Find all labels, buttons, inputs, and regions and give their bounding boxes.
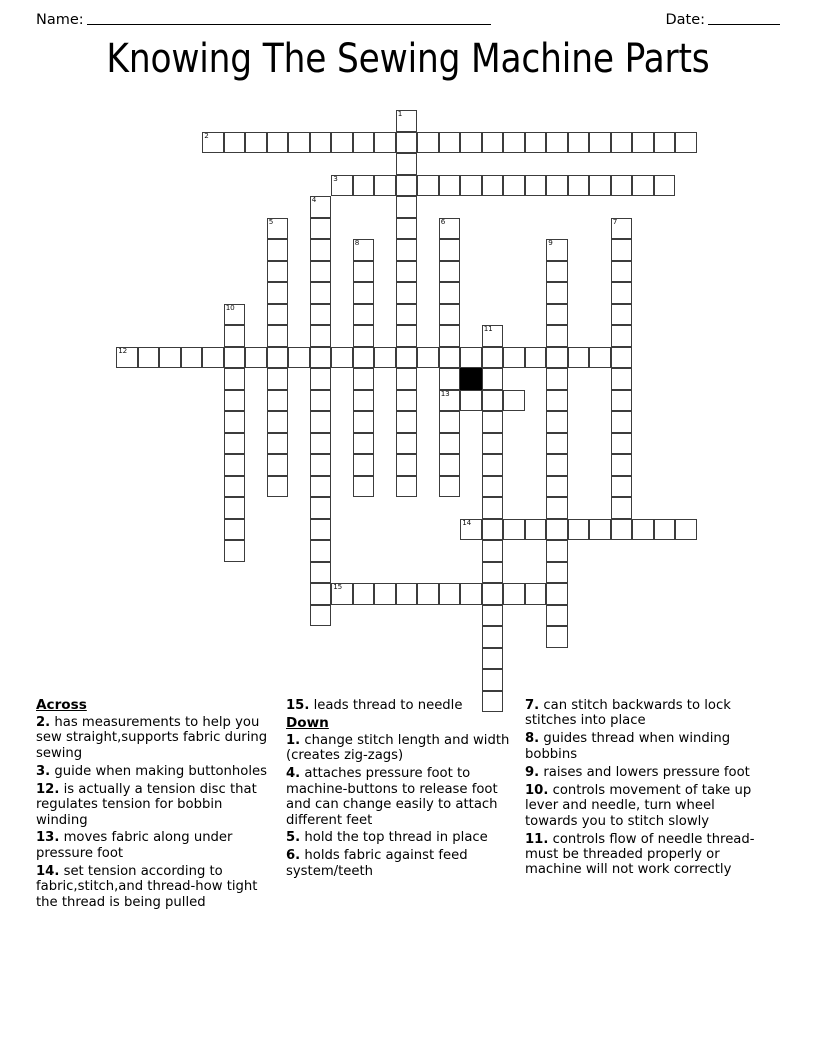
grid-cell-number: 4: [311, 195, 317, 205]
grid-cell[interactable]: [267, 261, 289, 283]
grid-cell-blocked: [460, 368, 482, 390]
grid-cell[interactable]: [546, 175, 568, 197]
grid-cell[interactable]: [310, 433, 332, 455]
grid-cell[interactable]: [546, 497, 568, 519]
grid-cell[interactable]: [611, 347, 633, 369]
grid-cell[interactable]: [310, 454, 332, 476]
grid-cell[interactable]: [611, 261, 633, 283]
grid-cell[interactable]: [224, 132, 246, 154]
grid-cell[interactable]: [654, 519, 676, 541]
grid-cell[interactable]: [482, 540, 504, 562]
grid-cell-number: 8: [354, 238, 360, 248]
grid-cell[interactable]: [611, 497, 633, 519]
grid-cell[interactable]: [546, 605, 568, 627]
clue-number: 10.: [525, 782, 549, 798]
grid-cell[interactable]: [331, 583, 353, 605]
grid-cell[interactable]: [245, 132, 267, 154]
grid-cell[interactable]: [396, 282, 418, 304]
grid-cell[interactable]: [267, 304, 289, 326]
grid-cell[interactable]: [482, 497, 504, 519]
grid-cell-number: 14: [462, 517, 471, 527]
grid-cell[interactable]: [589, 175, 611, 197]
grid-cell[interactable]: [482, 390, 504, 412]
clue-number: 12.: [36, 781, 60, 797]
grid-cell[interactable]: [482, 562, 504, 584]
across-heading: Across: [36, 697, 87, 713]
grid-cell[interactable]: [525, 583, 547, 605]
clue-across-14: [36, 864, 272, 910]
grid-cell-number: 9: [548, 238, 553, 248]
grid-cell[interactable]: [460, 583, 482, 605]
grid-cell[interactable]: [267, 454, 289, 476]
grid-cell[interactable]: [353, 325, 375, 347]
grid-cell[interactable]: [353, 132, 375, 154]
clue-number: 1.: [286, 732, 301, 748]
grid-cell[interactable]: [267, 476, 289, 498]
grid-cell[interactable]: [396, 411, 418, 433]
grid-cell[interactable]: [675, 132, 697, 154]
grid-cell[interactable]: [611, 325, 633, 347]
grid-cell[interactable]: [460, 519, 482, 541]
grid-cell[interactable]: [353, 282, 375, 304]
grid-cell[interactable]: [396, 390, 418, 412]
grid-cell[interactable]: [439, 325, 461, 347]
clue-text: leads thread to needle: [313, 698, 463, 713]
grid-cell[interactable]: [353, 304, 375, 326]
clue-text: attaches pressure foot to machine-buttons to release foot and can change easily to attach different feet: [286, 766, 498, 828]
clue-text: hold the top thread in place: [304, 830, 488, 846]
clue-text: is actually a tension disc that regulates tension for bobbin winding: [36, 781, 257, 828]
date-label: Date:: [665, 12, 705, 28]
grid-cell[interactable]: [374, 583, 396, 605]
grid-cell[interactable]: [396, 175, 418, 197]
grid-cell[interactable]: [396, 325, 418, 347]
clue-number: 15.: [286, 698, 310, 713]
grid-cell[interactable]: [310, 368, 332, 390]
grid-cell[interactable]: [310, 261, 332, 283]
grid-cell[interactable]: [439, 390, 461, 412]
grid-cell[interactable]: [310, 476, 332, 498]
grid-cell[interactable]: [503, 583, 525, 605]
grid-cell[interactable]: [439, 454, 461, 476]
grid-cell-number: 12: [118, 345, 127, 355]
grid-cell[interactable]: [224, 433, 246, 455]
grid-cell[interactable]: [353, 390, 375, 412]
grid-cell[interactable]: [482, 368, 504, 390]
clues-column-left: [36, 698, 272, 913]
grid-cell[interactable]: [331, 132, 353, 154]
grid-cell[interactable]: [460, 132, 482, 154]
grid-cell[interactable]: [611, 519, 633, 541]
grid-cell[interactable]: [503, 175, 525, 197]
grid-cell[interactable]: [310, 411, 332, 433]
grid-cell[interactable]: [611, 368, 633, 390]
grid-cell[interactable]: [353, 476, 375, 498]
grid-cell[interactable]: [482, 325, 504, 347]
grid-cell[interactable]: [546, 433, 568, 455]
grid-cell[interactable]: [525, 519, 547, 541]
clue-text: holds fabric against feed system/teeth: [286, 848, 468, 879]
grid-cell[interactable]: [611, 282, 633, 304]
grid-cell[interactable]: [417, 132, 439, 154]
grid-cell[interactable]: [353, 411, 375, 433]
grid-cell[interactable]: [396, 368, 418, 390]
grid-cell[interactable]: [396, 196, 418, 218]
clue-text: guides thread when winding bobbins: [525, 731, 731, 762]
grid-cell[interactable]: [439, 368, 461, 390]
grid-cell[interactable]: [546, 562, 568, 584]
grid-cell[interactable]: [310, 519, 332, 541]
grid-cell[interactable]: [202, 132, 224, 154]
grid-cell[interactable]: [267, 282, 289, 304]
clue-down-8: [525, 731, 763, 762]
grid-cell[interactable]: [482, 626, 504, 648]
grid-cell-number: 11: [483, 324, 493, 334]
grid-cell[interactable]: [482, 454, 504, 476]
grid-cell[interactable]: [439, 218, 461, 240]
grid-cell[interactable]: [482, 175, 504, 197]
grid-cell[interactable]: [224, 476, 246, 498]
grid-cell[interactable]: [288, 132, 310, 154]
grid-cell[interactable]: [654, 175, 676, 197]
clue-across-2: [36, 715, 272, 761]
grid-cell-number: 15: [333, 582, 342, 592]
grid-cell[interactable]: [439, 132, 461, 154]
grid-cell[interactable]: [331, 347, 353, 369]
grid-cell[interactable]: [568, 347, 590, 369]
grid-cell[interactable]: [439, 347, 461, 369]
grid-cell[interactable]: [267, 132, 289, 154]
grid-cell[interactable]: [546, 476, 568, 498]
clue-down-10: [525, 783, 763, 829]
grid-cell[interactable]: [353, 583, 375, 605]
grid-cell[interactable]: [546, 583, 568, 605]
grid-cell-number: 5: [268, 216, 274, 226]
grid-cell[interactable]: [611, 175, 633, 197]
grid-cell[interactable]: [439, 175, 461, 197]
grid-cell[interactable]: [546, 132, 568, 154]
grid-cell[interactable]: [439, 583, 461, 605]
clue-down-11: [525, 832, 763, 878]
grid-cell-number: 1: [397, 109, 403, 119]
grid-cell[interactable]: [310, 347, 332, 369]
grid-cell[interactable]: [611, 476, 633, 498]
grid-cell[interactable]: [546, 261, 568, 283]
grid-cell[interactable]: [396, 476, 418, 498]
grid-cell[interactable]: [353, 368, 375, 390]
grid-cell[interactable]: [396, 347, 418, 369]
clue-text: set tension according to fabric,stitch,and thread-how tight the thread is being pulled: [36, 863, 258, 910]
grid-cell[interactable]: [310, 562, 332, 584]
grid-cell[interactable]: [546, 390, 568, 412]
grid-cell[interactable]: [546, 540, 568, 562]
grid-cell[interactable]: [546, 347, 568, 369]
grid-cell[interactable]: [267, 325, 289, 347]
grid-cell[interactable]: [396, 239, 418, 261]
grid-cell-number: 6: [440, 216, 446, 226]
grid-cell[interactable]: [353, 175, 375, 197]
clue-text: has measurements to help you sew straight,supports fabric during sewing: [36, 714, 268, 761]
grid-cell[interactable]: [482, 583, 504, 605]
grid-cell[interactable]: [267, 347, 289, 369]
grid-cell[interactable]: [396, 433, 418, 455]
grid-cell[interactable]: [374, 132, 396, 154]
grid-cell[interactable]: [546, 626, 568, 648]
grid-cell[interactable]: [310, 282, 332, 304]
grid-cell[interactable]: [525, 175, 547, 197]
grid-cell[interactable]: [568, 132, 590, 154]
grid-cell[interactable]: [546, 519, 568, 541]
down-heading: Down: [286, 714, 329, 731]
grid-cell[interactable]: [439, 433, 461, 455]
clue-number: 7.: [525, 698, 540, 713]
grid-cell[interactable]: [568, 519, 590, 541]
grid-cell[interactable]: [546, 325, 568, 347]
grid-cell[interactable]: [396, 110, 418, 132]
clue-text: controls flow of needle thread-must be threaded properly or machine will not work correctly: [525, 831, 755, 878]
grid-cell[interactable]: [482, 605, 504, 627]
clue-number: 11.: [525, 831, 549, 847]
clue-text: can stitch backwards to lock stitches into place: [525, 698, 731, 729]
clue-down-4: [286, 766, 511, 828]
grid-cell[interactable]: [546, 239, 568, 261]
grid-cell[interactable]: [546, 282, 568, 304]
clues-column-right: [525, 698, 763, 880]
grid-cell[interactable]: [224, 325, 246, 347]
grid-cell[interactable]: [310, 132, 332, 154]
grid-cell[interactable]: [460, 347, 482, 369]
grid-cell[interactable]: [396, 261, 418, 283]
grid-cell[interactable]: [224, 390, 246, 412]
grid-cell[interactable]: [353, 454, 375, 476]
grid-cell[interactable]: [374, 347, 396, 369]
grid-cell[interactable]: [611, 390, 633, 412]
clues-section: [0, 698, 816, 913]
grid-cell[interactable]: [310, 605, 332, 627]
grid-cell[interactable]: [417, 175, 439, 197]
grid-cell[interactable]: [482, 132, 504, 154]
grid-cell[interactable]: [611, 132, 633, 154]
grid-cell[interactable]: [396, 454, 418, 476]
clue-number: 6.: [286, 848, 301, 864]
grid-cell[interactable]: [396, 218, 418, 240]
clue-down-7: [525, 698, 763, 729]
grid-cell[interactable]: [632, 175, 654, 197]
grid-cell[interactable]: [396, 153, 418, 175]
grid-cell[interactable]: [611, 454, 633, 476]
grid-cell[interactable]: [224, 454, 246, 476]
grid-cell[interactable]: [482, 648, 504, 670]
clue-number: 3.: [36, 763, 51, 779]
grid-cell[interactable]: [224, 347, 246, 369]
page-title: Knowing The Sewing Machine Parts: [106, 36, 710, 82]
clue-text: controls movement of take up lever and needle, turn wheel towards you to stitch slowly: [525, 782, 752, 829]
grid-cell[interactable]: [353, 433, 375, 455]
grid-cell[interactable]: [116, 347, 138, 369]
grid-cell[interactable]: [224, 519, 246, 541]
grid-cell[interactable]: [611, 433, 633, 455]
name-date-header: [0, 0, 816, 28]
grid-cell[interactable]: [353, 347, 375, 369]
name-write-line[interactable]: [87, 24, 491, 25]
grid-cell[interactable]: [310, 583, 332, 605]
grid-cell[interactable]: [589, 347, 611, 369]
grid-cell[interactable]: [288, 347, 310, 369]
clue-number: 5.: [286, 830, 301, 846]
grid-cell[interactable]: [224, 304, 246, 326]
clue-down-6: [286, 848, 511, 879]
clue-text: guide when making buttonholes: [54, 763, 267, 779]
clue-number: 8.: [525, 731, 540, 747]
clue-number: 9.: [525, 764, 540, 780]
grid-cell[interactable]: [224, 411, 246, 433]
grid-cell[interactable]: [224, 368, 246, 390]
grid-cell[interactable]: [396, 583, 418, 605]
grid-cell[interactable]: [245, 347, 267, 369]
grid-cell[interactable]: [568, 175, 590, 197]
grid-cell[interactable]: [632, 132, 654, 154]
grid-cell[interactable]: [503, 347, 525, 369]
grid-cell[interactable]: [310, 239, 332, 261]
grid-cell[interactable]: [267, 218, 289, 240]
clue-across-15: [286, 698, 511, 713]
grid-cell[interactable]: [525, 132, 547, 154]
grid-cell[interactable]: [310, 497, 332, 519]
grid-cell[interactable]: [482, 519, 504, 541]
grid-cell[interactable]: [439, 282, 461, 304]
clue-down-5: [286, 830, 511, 845]
grid-cell[interactable]: [439, 239, 461, 261]
grid-cell[interactable]: [181, 347, 203, 369]
grid-cell[interactable]: [202, 347, 224, 369]
grid-cell[interactable]: [503, 132, 525, 154]
clue-number: 14.: [36, 863, 60, 879]
grid-cell[interactable]: [267, 390, 289, 412]
grid-cell[interactable]: [439, 476, 461, 498]
grid-cell[interactable]: [611, 304, 633, 326]
clues-column-middle: [286, 698, 511, 882]
grid-cell[interactable]: [439, 411, 461, 433]
grid-cell[interactable]: [546, 368, 568, 390]
grid-cell[interactable]: [159, 347, 181, 369]
crossword-grid-container: [0, 104, 816, 644]
grid-cell[interactable]: [482, 347, 504, 369]
grid-cell[interactable]: [482, 669, 504, 691]
grid-cell[interactable]: [439, 261, 461, 283]
grid-cell[interactable]: [460, 175, 482, 197]
grid-cell[interactable]: [310, 540, 332, 562]
clue-number: 13.: [36, 830, 60, 846]
grid-cell-number: 7: [612, 216, 618, 226]
grid-cell[interactable]: [546, 304, 568, 326]
grid-cell-number: 13: [440, 388, 450, 398]
grid-cell[interactable]: [374, 175, 396, 197]
clue-down-9: [525, 765, 763, 780]
grid-cell[interactable]: [546, 454, 568, 476]
grid-cell[interactable]: [396, 132, 418, 154]
grid-cell[interactable]: [632, 519, 654, 541]
grid-cell[interactable]: [611, 411, 633, 433]
grid-cell[interactable]: [482, 433, 504, 455]
grid-cell[interactable]: [482, 476, 504, 498]
grid-cell[interactable]: [310, 390, 332, 412]
clue-text: moves fabric along under pressure foot: [36, 830, 233, 861]
grid-cell[interactable]: [460, 390, 482, 412]
grid-cell[interactable]: [675, 519, 697, 541]
grid-cell[interactable]: [396, 304, 418, 326]
grid-cell[interactable]: [267, 368, 289, 390]
grid-cell[interactable]: [611, 239, 633, 261]
grid-cell-number: 2: [204, 130, 209, 140]
clue-text: raises and lowers pressure foot: [543, 764, 750, 780]
clue-text: change stitch length and width (creates zig-zags): [286, 732, 510, 764]
grid-cell-number: 3: [333, 173, 338, 183]
grid-cell[interactable]: [611, 218, 633, 240]
grid-cell-number: 10: [225, 302, 235, 312]
clue-across-13: [36, 830, 272, 861]
grid-cell[interactable]: [654, 132, 676, 154]
grid-cell[interactable]: [417, 347, 439, 369]
name-label: Name:: [36, 12, 84, 28]
clue-across-3: [36, 764, 272, 779]
grid-cell[interactable]: [310, 196, 332, 218]
grid-cell[interactable]: [310, 304, 332, 326]
grid-cell[interactable]: [310, 218, 332, 240]
grid-cell[interactable]: [267, 433, 289, 455]
grid-cell[interactable]: [525, 347, 547, 369]
grid-cell[interactable]: [417, 583, 439, 605]
grid-cell[interactable]: [224, 497, 246, 519]
grid-cell[interactable]: [503, 519, 525, 541]
clue-across-12: [36, 782, 272, 828]
clue-number: 4.: [286, 766, 301, 782]
grid-cell[interactable]: [310, 325, 332, 347]
grid-cell[interactable]: [439, 304, 461, 326]
grid-cell[interactable]: [331, 175, 353, 197]
grid-cell[interactable]: [138, 347, 160, 369]
grid-cell[interactable]: [589, 132, 611, 154]
grid-cell[interactable]: [353, 239, 375, 261]
grid-cell[interactable]: [482, 411, 504, 433]
grid-cell[interactable]: [267, 239, 289, 261]
grid-cell[interactable]: [546, 411, 568, 433]
clue-number: 2.: [36, 714, 51, 730]
clue-down-1: [286, 733, 511, 764]
grid-cell[interactable]: [267, 411, 289, 433]
grid-cell[interactable]: [503, 390, 525, 412]
grid-cell[interactable]: [589, 519, 611, 541]
grid-cell[interactable]: [224, 540, 246, 562]
date-write-line[interactable]: [708, 24, 780, 25]
grid-cell[interactable]: [353, 261, 375, 283]
